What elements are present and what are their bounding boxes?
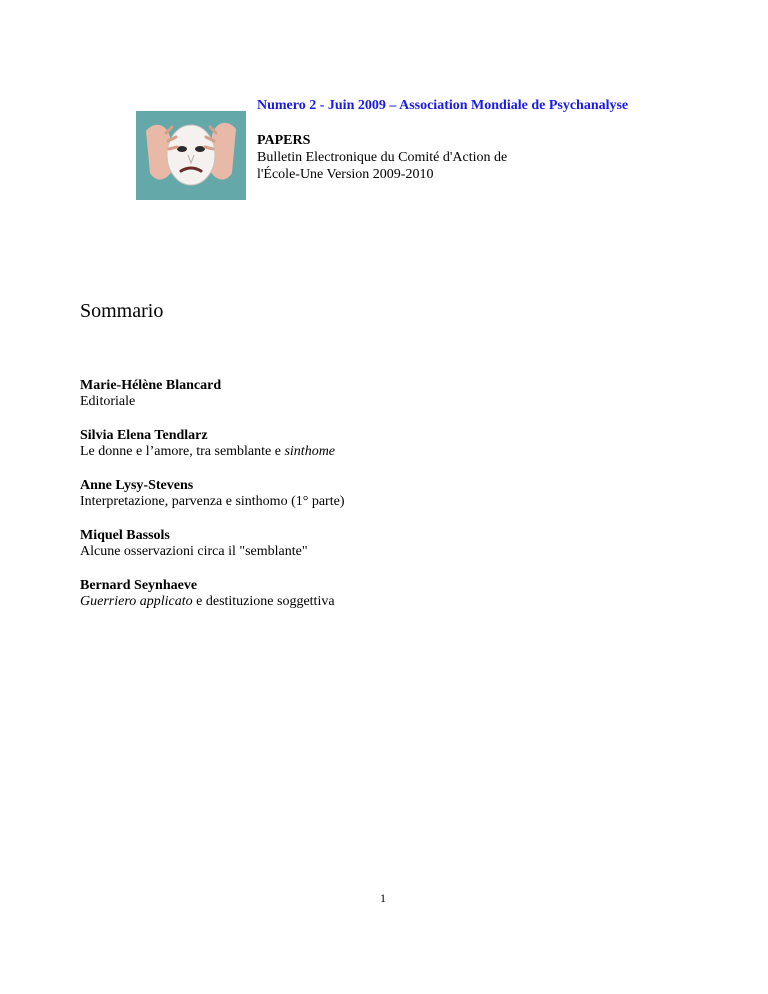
header-text [257, 97, 634, 183]
toc-entry [80, 578, 640, 610]
toc-author: Miquel Bassols [80, 528, 170, 543]
sommario-heading: Sommario [80, 300, 164, 322]
issue-line: Numero 2 - Juin 2009 – Association Mondiale de Psychanalyse [257, 98, 629, 113]
toc-author: Bernard Seynhaeve [80, 578, 198, 593]
toc-title [80, 394, 640, 410]
toc-title [80, 494, 640, 510]
toc-title-text: Le donne e l’amore, tra semblante e [80, 444, 285, 459]
toc-title-italic: Guerriero applicato [80, 594, 193, 609]
toc-entry [80, 428, 640, 460]
page-number: 1 [380, 891, 386, 905]
table-of-contents [80, 378, 640, 628]
toc-entry [80, 528, 640, 560]
toc-entry [80, 378, 640, 410]
bulletin-description: Bulletin Electronique du Comité d'Action de l'École-Une Version 2009-2010 [257, 150, 508, 182]
toc-author: Anne Lysy-Stevens [80, 478, 194, 493]
papers-title: PAPERS [257, 133, 311, 148]
toc-author: Marie-Hélène Blancard [80, 378, 222, 393]
toc-title-text: Editoriale [80, 394, 136, 409]
toc-title-text: e destituzione soggettiva [192, 594, 335, 609]
toc-entry [80, 478, 640, 510]
toc-author: Silvia Elena Tendlarz [80, 428, 208, 443]
toc-title-text: Alcune osservazioni circa il "semblante" [80, 544, 308, 559]
toc-title-text: Interpretazione, parvenza e sinthomo (1° parte) [80, 494, 345, 509]
mask-illustration [136, 111, 246, 200]
toc-title [80, 594, 640, 610]
toc-title [80, 544, 640, 560]
toc-title [80, 444, 640, 460]
toc-title-italic: sinthome [284, 444, 336, 459]
